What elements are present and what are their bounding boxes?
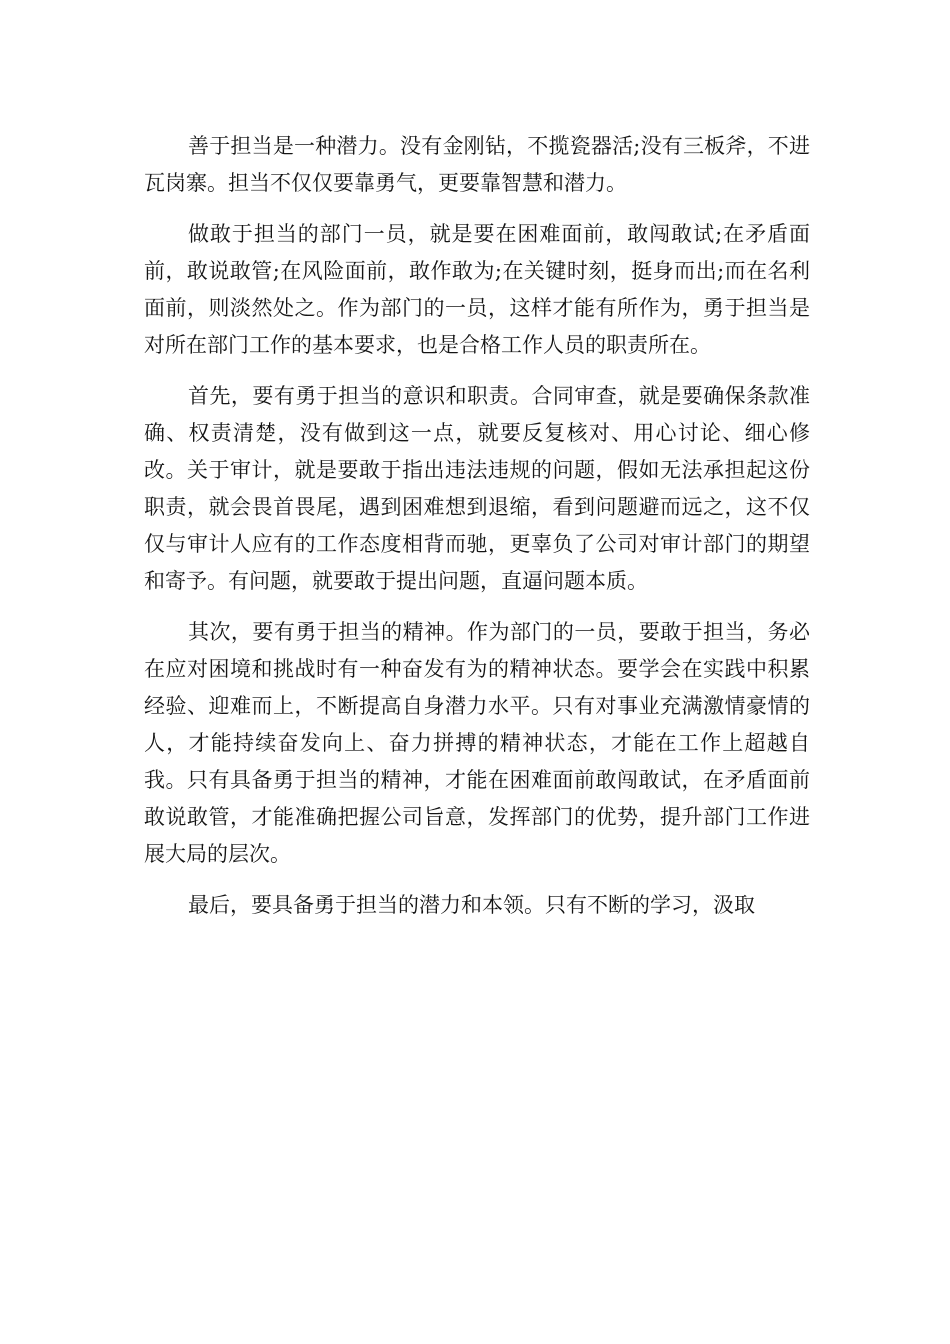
paragraph-5: 最后，要具备勇于担当的潜力和本领。只有不断的学习，汲取: [188, 892, 755, 917]
paragraph-2: 做敢于担当的部门一员，就是要在困难面前，敢闯敢试;在矛盾面前，敢说敢管;在风险面前，敢作敢为;在关键时刻，挺身而出;而在名利面前，则淡然处之。作为部门的一员，这样才能有所作为，勇于担当是对所在部门工作的基本要求，也是合格工作人员的职责所在。: [144, 221, 810, 357]
paragraph-1: 善于担当是一种潜力。没有金刚钻，不揽瓷器活;没有三板斧，不进瓦岗寨。担当不仅仅要靠勇气，更要靠智慧和潜力。: [144, 134, 810, 196]
paragraph-3: 首先，要有勇于担当的意识和职责。合同审查，就是要确保条款准确、权责清楚，没有做到这一点，就要反复核对、用心讨论、细心修改。关于审计，就是要敢于指出违法违规的问题，假如无法承担起这份职责，就会畏首畏尾，遇到困难想到退缩，看到问题避而远之，这不仅仅与审计人应有的工作态度相背而驰，更辜负了公司对审计部门的期望和寄予。有问题，就要敢于提出问题，直逼问题本质。: [144, 383, 810, 594]
document-body: [144, 128, 810, 924]
paragraph-4: 其次，要有勇于担当的精神。作为部门的一员，要敢于担当，务必在应对困境和挑战时有一种奋发有为的精神状态。要学会在实践中积累经验、迎难而上，不断提高自身潜力水平。只有对事业充满激情豪情的人，才能持续奋发向上、奋力拼搏的精神状态，才能在工作上超越自我。只有具备勇于担当的精神，才能在困难面前敢闯敢试，在矛盾面前敢说敢管，才能准确把握公司旨意，发挥部门的优势，提升部门工作进展大局的层次。: [144, 619, 810, 867]
